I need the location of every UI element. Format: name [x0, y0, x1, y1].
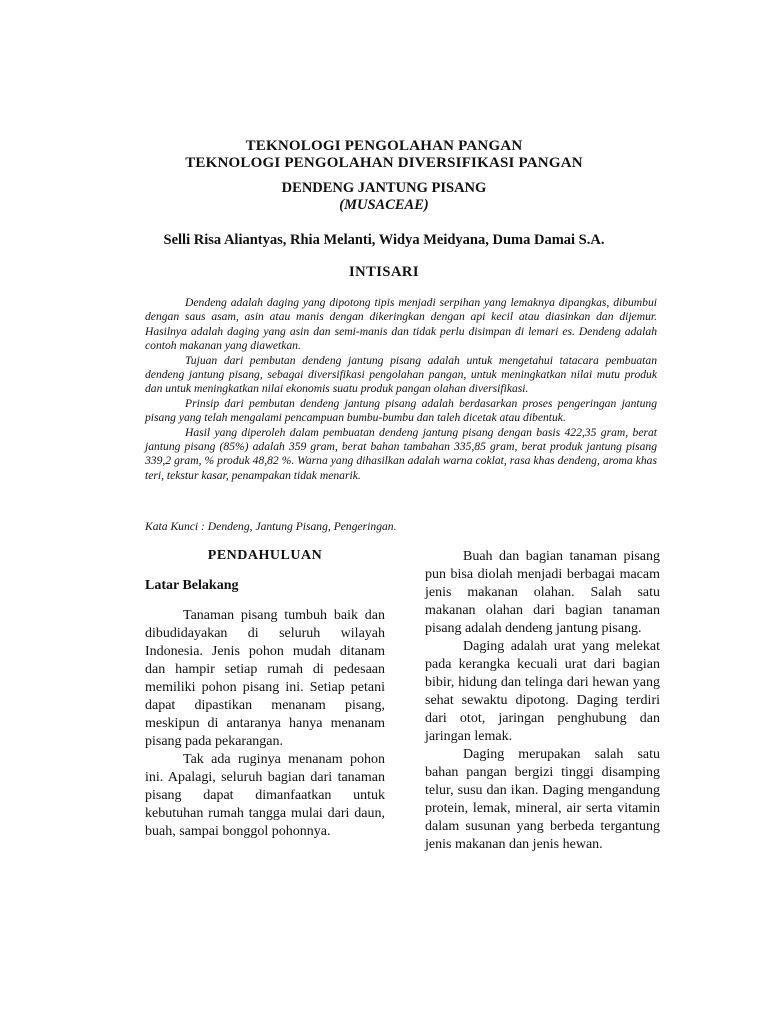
abstract-heading: INTISARI: [348, 264, 420, 280]
left-column: [145, 548, 385, 841]
abstract-paragraph: Tujuan dari pembutan dendeng jantung pisang adalah untuk mengetahui tatacara pembuatan dendeng jantung pisang, sebagai diversifikasi pengolahan pangan, untuk meningkatkan nilai mutu produk dan untuk meningkatkan nilai ekonomis suatu produk pangan olahan diversifikasi.: [145, 353, 657, 396]
keywords: Kata Kunci : Dendeng, Jantung Pisang, Pengeringan.: [145, 520, 397, 533]
paper-latin-name-text: (MUSACEAE): [339, 197, 429, 213]
body-paragraph: Tak ada ruginya menanam pohon ini. Apalagi, seluruh bagian dari tanaman pisang dapat dimanfaatkan untuk kebutuhan rumah tangga mulai dari daun, buah, sampai bonggol pohonnya.: [145, 752, 385, 839]
subsection-heading: Latar Belakang: [145, 578, 239, 593]
abstract-paragraph: Dendeng adalah daging yang dipotong tipis menjadi serpihan yang lemaknya dipangkas, dibumbui dengan saus asam, asin atau manis dengan dikeringkan dengan api kecil atau diasinkan dan dijemur. Hasilnya adalah daging yang asin dan semi-manis dan tidak perlu disimpan di lemari es. Dendeng adalah contoh makanan yang diawetkan.: [145, 296, 657, 353]
body-paragraph: Daging merupakan salah satu bahan pangan bergizi tinggi disamping telur, susu dan ikan. Daging mengandung protein, lemak, mineral, air serta vitamin dalam susunan yang berbeda tergantung jenis makanan dan jenis hewan.: [425, 747, 660, 852]
abstract-paragraph: Hasil yang diperoleh dalam pembuatan dendeng jantung pisang dengan basis 422,35 gram, berat jantung pisang (85%) adalah 359 gram, berat bahan tambahan 335,85 gram, berat produk jantung pisang 339,2 gram, % produk 48,82 %. Warna yang dihasilkan adalah warna coklat, rasa khas dendeng, aroma khas teri, tekstur kasar, penampakan tidak menarik.: [145, 425, 657, 482]
body-paragraph: Daging adalah urat yang melekat pada kerangka kecuali urat dari bagian bibir, hidung dan telinga dari hewan yang sehat sewaktu dipotong. Daging terdiri dari otot, jaringan penghubung dan jaringan lemak.: [425, 639, 660, 744]
author-list: Selli Risa Aliantyas, Rhia Melanti, Widya Meidyana, Duma Damai S.A.: [163, 232, 605, 248]
right-column: [425, 548, 660, 854]
paper-title: DENDENG JANTUNG PISANG: [281, 180, 487, 196]
body-paragraph: Tanaman pisang tumbuh baik dan dibudidayakan di seluruh wilayah Indonesia. Jenis pohon mudah ditanam dan hampir setiap rumah di pedesaan memiliki pohon pisang ini. Setiap petani dapat dipastikan menanam pisang, meskipun di antaranya hanya menanam pisang pada pekarangan.: [145, 608, 385, 749]
section-heading: PENDAHULUAN: [207, 548, 323, 563]
body-paragraph: Buah dan bagian tanaman pisang pun bisa diolah menjadi berbagai macam jenis makanan olahan. Salah satu makanan olahan dari bagian tanaman pisang adalah dendeng jantung pisang.: [425, 549, 660, 636]
course-subtitle: TEKNOLOGI PENGOLAHAN DIVERSIFIKASI PANGAN: [185, 155, 583, 171]
paper-title-block: [0, 180, 768, 214]
paper-latin-name: [0, 197, 768, 214]
abstract-paragraph: Prinsip dari pembutan dendeng jantung pisang adalah berdasarkan proses pengeringan jantung pisang yang telah mengalami pencampuan bumbu-bumbu dan taleh dicetak atau dibentuk.: [145, 396, 657, 425]
course-title: TEKNOLOGI PENGOLAHAN PANGAN: [245, 138, 523, 154]
abstract-body: [145, 296, 657, 483]
title-block: [0, 138, 768, 172]
